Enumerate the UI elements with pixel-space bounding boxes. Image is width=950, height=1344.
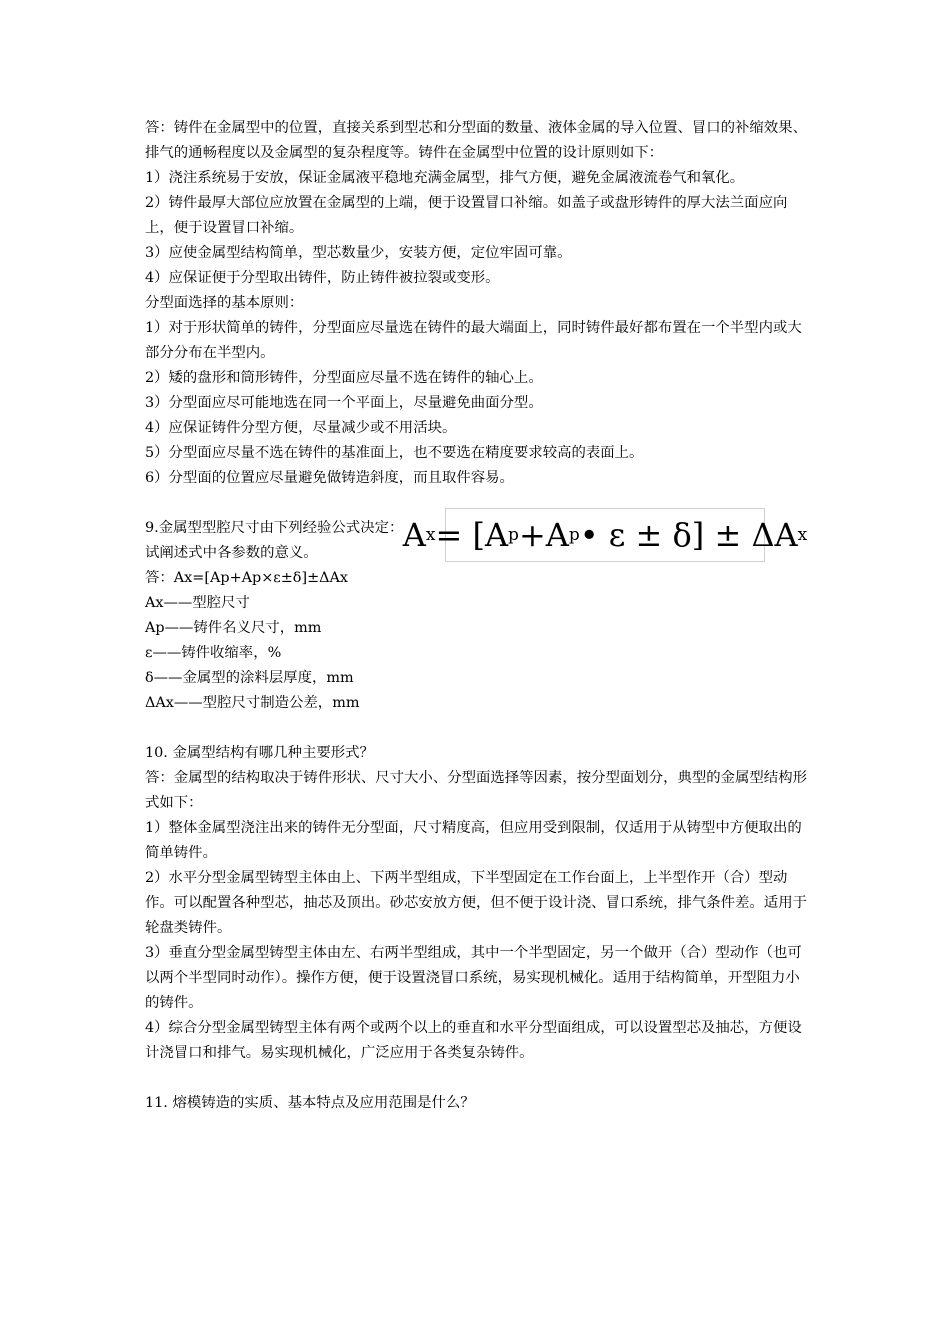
formula-a: A — [545, 515, 569, 554]
paragraph: 2）水平分型金属型铸型主体由上、下两半型组成，下半型固定在工作台面上，上半型作开（合）型动作。可以配置各种型芯，抽芯及顶出。砂芯安放方便，但不便于设计浇、冒口系统，排气条件差。适用于轮盘类铸件。 — [145, 870, 807, 936]
paragraph: δ——金属型的涂料层厚度，mm — [145, 670, 354, 686]
paragraph: 1）整体金属型浇注出来的铸件无分型面，尺寸精度高，但应用受到限制，仅适用于从铸型中方便取出的简单铸件。 — [145, 820, 802, 861]
section-10 — [145, 741, 810, 1066]
paragraph: 分型面选择的基本原则： — [145, 295, 304, 311]
paragraph: 3）应使金属型结构简单，型芯数量少，安装方便，定位牢固可靠。 — [145, 245, 572, 261]
formula-sub-x: x — [425, 524, 436, 545]
paragraph: 2）铸件最厚大部位应放置在金属型的上端，便于设置冒口补缩。如盖子或盘形铸件的厚大法兰面应向上，便于设置冒口补缩。 — [145, 195, 788, 236]
paragraph: 答：Ax=[Ap+Ap×ε±δ]±ΔAx — [145, 570, 349, 586]
spacer — [145, 716, 810, 741]
question-10: 10. 金属型结构有哪几种主要形式？ — [145, 745, 374, 761]
question-9-line-2: 试阐述式中各参数的意义。 — [145, 545, 318, 561]
paragraph: 5）分型面应尽量不选在铸件的基准面上，也不要选在精度要求较高的表面上。 — [145, 445, 644, 461]
section-11 — [145, 1091, 810, 1116]
paragraph: 4）应保证便于分型取出铸件，防止铸件被拉裂或变形。 — [145, 270, 500, 286]
paragraph: 1）浇注系统易于安放，保证金属液平稳地充满金属型，排气方便，避免金属液流卷气和氧化。 — [145, 170, 745, 186]
paragraph: ΔAx——型腔尺寸制造公差，mm — [145, 695, 360, 711]
paragraph: 答：铸件在金属型中的位置，直接关系到型芯和分型面的数量、液体金属的导入位置、冒口的补缩效果、排气的通畅程度以及金属型的复杂程度等。铸件在金属型中位置的设计原则如下： — [145, 120, 807, 161]
paragraph: 4）应保证铸件分型方便，尽量减少或不用活块。 — [145, 420, 457, 436]
paragraph: ε——铸件收缩率，% — [145, 645, 282, 661]
section-8-answer — [145, 116, 810, 491]
paragraph: Ap——铸件名义尺寸，mm — [145, 620, 322, 636]
paragraph: Ax——型腔尺寸 — [145, 595, 250, 611]
formula-image — [402, 508, 808, 562]
formula-a: A — [402, 515, 426, 554]
paragraph: 4）综合分型金属型铸型主体有两个或两个以上的垂直和水平分型面组成，可以设置型芯及抽芯，方便设计浇冒口和排气。易实现机械化，广泛应用于各类复杂铸件。 — [145, 1020, 802, 1061]
paragraph: 答：金属型的结构取决于铸件形状、尺寸大小、分型面选择等因素，按分型面划分，典型的金属型结构形式如下： — [145, 770, 807, 811]
question-11: 11. 熔模铸造的实质、基本特点及应用范围是什么？ — [145, 1095, 475, 1111]
paragraph: 2）矮的盘形和筒形铸件，分型面应尽量不选在铸件的轴心上。 — [145, 370, 543, 386]
document-page — [145, 116, 810, 1116]
section-9 — [145, 516, 810, 716]
paragraph: 6）分型面的位置应尽量避免做铸造斜度，而且取件容易。 — [145, 470, 514, 486]
paragraph: 3）垂直分型金属型铸型主体由左、右两半型组成，其中一个半型固定，另一个做开（合）型动作（也可以两个半型同时动作）。操作方便，便于设置浇冒口系统，易实现机械化。适用于结构简单，开型阻力小的铸件。 — [145, 945, 802, 1011]
question-9-line-1: 9.金属型型腔尺寸由下列经验公式决定： — [145, 520, 404, 536]
formula-eq: = [ — [435, 515, 485, 554]
paragraph: 3）分型面应尽可能地选在同一个平面上，尽量避免曲面分型。 — [145, 395, 543, 411]
formula-rest: • ε ± δ] ± ΔA — [579, 515, 798, 554]
formula-sub-p: p — [508, 524, 519, 545]
formula-plus: + — [518, 515, 546, 554]
formula-a: A — [484, 515, 509, 554]
paragraph: 1）对于形状简单的铸件，分型面应尽量选在铸件的最大端面上，同时铸件最好都布置在一个半型内或大部分分布在半型内。 — [145, 320, 802, 361]
formula-sub-p: p — [568, 524, 580, 545]
formula-sub-x: x — [797, 524, 808, 545]
spacer — [145, 1066, 810, 1091]
